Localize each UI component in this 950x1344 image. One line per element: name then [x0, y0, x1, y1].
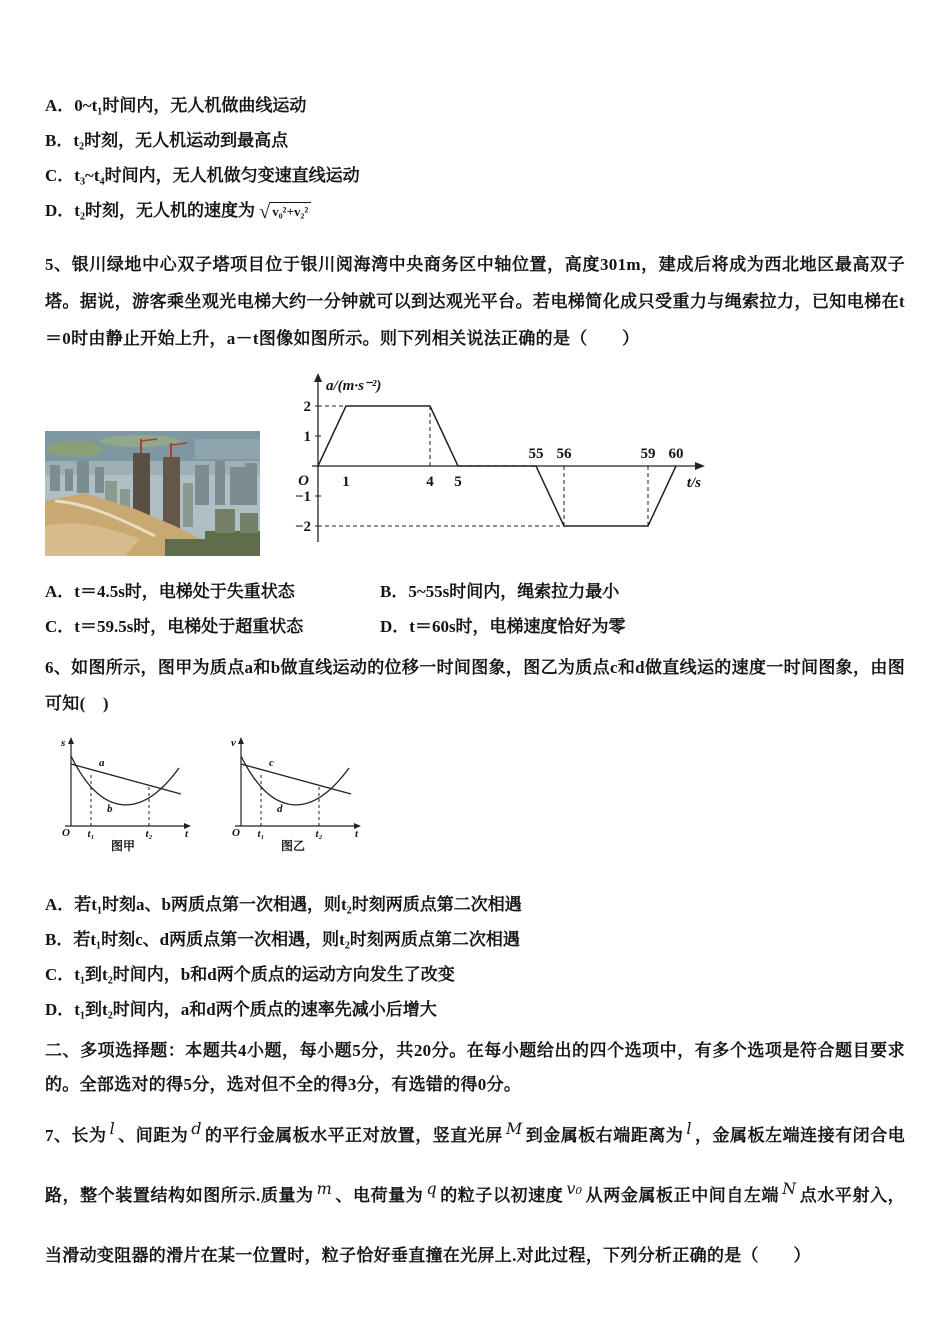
q5-option-d: D．t＝60s时，电梯速度恰好为零 [380, 617, 626, 636]
physics-variable: l [686, 1119, 692, 1138]
jia-xlabel: t [185, 828, 189, 840]
q6-option-a: A．若t₁时刻a、b两质点第一次相遇，则t₂时刻两质点第二次相遇 [45, 895, 522, 914]
yi-caption: 图乙 [280, 839, 306, 852]
svg-text:−1: −1 [294, 489, 311, 505]
q4-option-c: C．t₃~t₄时间内，无人机做匀变速直线运动 [45, 166, 360, 185]
physics-variable: m [316, 1179, 333, 1198]
yi-origin-label: O [232, 827, 240, 839]
jia-caption: 图甲 [110, 839, 136, 852]
q5-figure-row [45, 369, 905, 561]
yi-t1-label: t₁ [257, 828, 265, 840]
physics-variable: d [191, 1119, 202, 1138]
q4-option-a: A．0~t₁时间内，无人机做曲线运动 [45, 96, 307, 115]
yi-ylabel: v [231, 737, 236, 749]
jia-t2-label: t₂ [145, 828, 153, 840]
svg-text:2: 2 [303, 399, 311, 415]
jia-origin-label: O [62, 827, 70, 839]
yi-t2-label: t₂ [315, 828, 323, 840]
q6-figures [57, 734, 905, 852]
q7-stem: 7、长为 l 、间距为 d 的平行金属板水平正对放置，竖直光屏 M 到金属板右端距离为 l ，金属板左端连接有闭合电路，整个装置结构如图所示.质量为 m 、电荷量为 q 的粒子以初速度 v₀ 从两金属板正中间自左端 N 点水平射入，当滑动变阻器的滑片在某一位置时，粒子恰好垂直撞在光屏上.对此过程，下列分析正确的是（ ） [45, 1119, 906, 1265]
q4-option-b: B．t₂时刻，无人机运动到最高点 [45, 131, 289, 150]
svg-text:59: 59 [640, 446, 656, 462]
section-2-header: 二、多项选择题：本题共4小题，每小题5分，共20分。在每小题给出的四个选项中，有多个选项是符合题目要求的。全部选对的得5分，选对但不全的得3分，有选错的得0分。 [45, 1041, 905, 1094]
svg-text:−2: −2 [294, 519, 311, 535]
svg-text:4: 4 [426, 474, 434, 490]
q4-options [45, 95, 905, 222]
physics-variable: q [426, 1179, 437, 1198]
curve-a-label: a [99, 757, 105, 769]
curve-c-label: c [269, 757, 274, 769]
q5-stem: 5、银川绿地中心双子塔项目位于银川阅海湾中央商务区中轴位置，高度301m，建成后将成为西北地区最高双子塔。据说，游客乘坐观光电梯大约一分钟就可以到达观光平台。若电梯简化成只受重力与绳索拉力，已知电梯在t＝0时由静止开始上升，a－t图像如图所示。则下列相关说法正确的是（ ） [45, 255, 905, 348]
graph-jia [57, 734, 197, 852]
jia-ylabel: s [61, 737, 66, 749]
svg-text:1: 1 [342, 474, 350, 490]
svg-text:1: 1 [303, 429, 311, 445]
q6-option-c: C．t₁到t₂时间内，b和d两个质点的运动方向发生了改变 [45, 965, 455, 984]
svg-text:60: 60 [668, 446, 684, 462]
a-t-graph [284, 369, 736, 561]
sqrt-expression: √ v₀²+v₂² [259, 202, 311, 222]
svg-text:55: 55 [528, 446, 544, 462]
towers-photo-image [45, 431, 260, 556]
q6-options [45, 894, 905, 1021]
q5-option-a: A．t＝4.5s时，电梯处于失重状态 [45, 582, 295, 601]
q4-option-d: D．t₂时刻，无人机的速度为 √ v₀²+v₂² [45, 200, 905, 222]
curve-d-label: d [277, 803, 283, 815]
q6-stem: 6、如图所示，图甲为质点a和b做直线运动的位移一时间图象，图乙为质点c和d做直线运的速度一时间图象，由图可知( ) [45, 658, 905, 713]
svg-text:O: O [298, 473, 309, 489]
q5-options [45, 581, 905, 638]
physics-variable: M [505, 1119, 523, 1138]
q6-option-b: B．若t₁时刻c、d两质点第一次相遇，则t₂时刻两质点第二次相遇 [45, 930, 520, 949]
physics-variable: N [782, 1179, 797, 1198]
graph-yi [227, 734, 367, 852]
svg-text:5: 5 [454, 474, 462, 490]
towers-photo [45, 431, 260, 561]
physics-variable: l [109, 1119, 115, 1138]
yi-xlabel: t [355, 828, 359, 840]
svg-text:a/(m·s⁻²): a/(m·s⁻²) [326, 378, 382, 394]
q6-option-d: D．t₁到t₂时间内，a和d两个质点的速率先减小后增大 [45, 1000, 437, 1019]
q5-option-c: C．t＝59.5s时，电梯处于超重状态 [45, 617, 304, 636]
svg-text:56: 56 [556, 446, 572, 462]
jia-t1-label: t₁ [87, 828, 95, 840]
q5-option-b: B．5~55s时间内，绳索拉力最小 [380, 582, 620, 601]
physics-variable: v₀ [566, 1179, 583, 1198]
curve-b-label: b [107, 803, 113, 815]
svg-text:t/s: t/s [686, 475, 701, 491]
